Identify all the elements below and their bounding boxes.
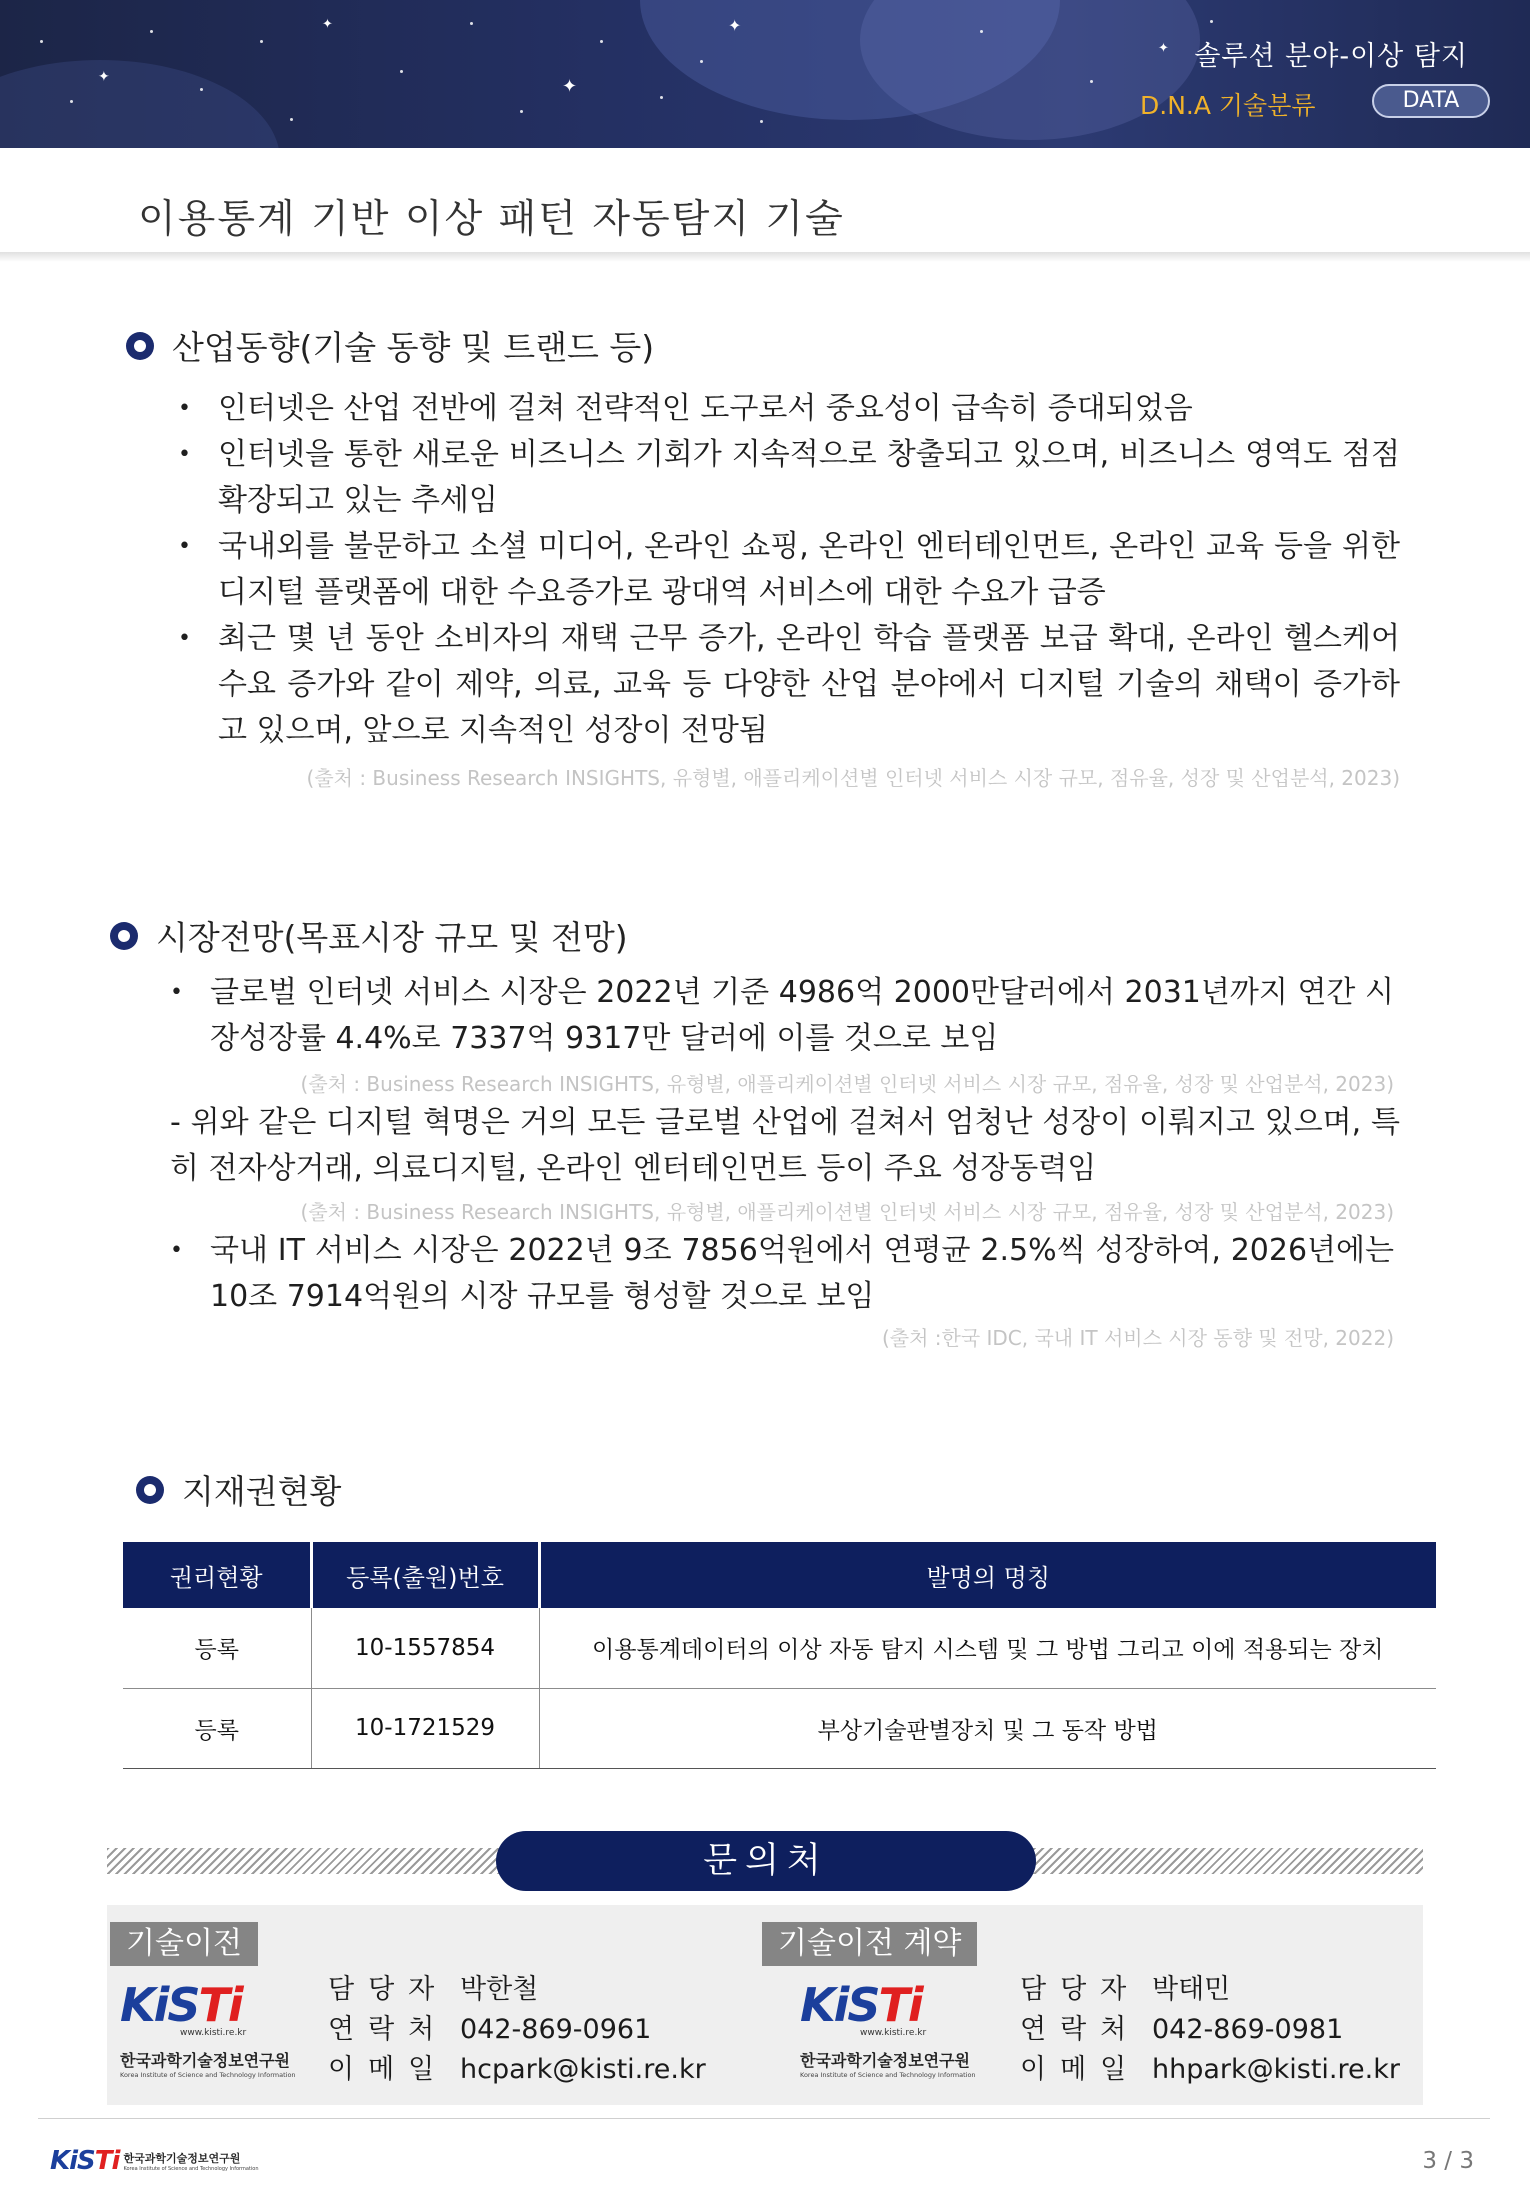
industry-trend-list	[178, 386, 1400, 754]
market-outlook-title: 시장전망(목표시장 규모 및 전망)	[156, 918, 628, 957]
source-citation: (출처 : Business Research INSIGHTS, 유형별, 애플리케이션별 인터넷 서비스 시장 규모, 점유율, 성장 및 산업분석, 2023)	[306, 766, 1400, 790]
table-cell: 10-1557854	[311, 1608, 539, 1688]
market-note: - 위와 같은 디지털 혁명은 거의 모든 글로벌 산업에 걸쳐서 엄청난 성장이 이뤄지고 있으며, 특히 전자상거래, 의료디지털, 온라인 엔터테인먼트 등이 주요 성장동력임	[170, 1105, 1400, 1186]
source-citation: (출처 : Business Research INSIGHTS, 유형별, 애플리케이션별 인터넷 서비스 시장 규모, 점유율, 성장 및 산업분석, 2023)	[300, 1200, 1394, 1224]
section-bullet-icon	[126, 332, 154, 360]
email-address[interactable]: hhpark@kisti.re.kr	[1152, 2054, 1400, 2085]
page-title: 이용통계 기반 이상 패턴 자동탐지 기술	[138, 197, 845, 242]
column-header: 등록(출원)번호	[311, 1542, 539, 1608]
hatch-divider	[1025, 1848, 1423, 1874]
manager-label: 담당자	[1020, 1974, 1141, 2005]
tech-transfer-contact	[328, 1970, 706, 2090]
tech-contract-tag: 기술이전 계약	[762, 1922, 977, 1966]
column-header: 권리현황	[123, 1542, 311, 1608]
star-icon: ✦	[322, 17, 333, 32]
email-label: 이메일	[1020, 2054, 1141, 2085]
list-item: • 글로벌 인터넷 서비스 시장은 2022년 기준 4986억 2000만달러에서 2031년까지 연간 시장성장률 4.4%로 7337억 9317만 달러에 이를 것으로 보임	[170, 970, 1394, 1062]
email-label: 이메일	[328, 2054, 449, 2085]
list-item: • 인터넷은 산업 전반에 걸쳐 전략적인 도구로서 중요성이 급속히 증대되었음	[178, 386, 1400, 432]
source-citation: (출처 :한국 IDC, 국내 IT 서비스 시장 동향 및 전망, 2022)	[881, 1326, 1394, 1350]
ip-table	[123, 1542, 1436, 1769]
star-icon: ✦	[98, 69, 110, 85]
list-item: • 국내 IT 서비스 시장은 2022년 9조 7856억원에서 연평균 2.5%씩 성장하여, 2026년에는 10조 7914억원의 시장 규모를 형성할 것으로 보임	[170, 1228, 1394, 1320]
market-outlook-heading	[110, 912, 628, 959]
list-item: • 최근 몇 년 동안 소비자의 재택 근무 증가, 온라인 학습 플랫폼 보급 확대, 온라인 헬스케어 수요 증가와 같이 제약, 의료, 교육 등 다양한 산업 분야에서 디지털 기술의 채택이 증가하고 있으며, 앞으로 지속적인 성장이 전망됨	[178, 616, 1400, 754]
kisti-logo: KiSTi www.kisti.re.kr 한국과학기술정보연구원 Korea Institute of Science and Technology Information	[800, 1978, 976, 2079]
table-cell: 등록	[123, 1688, 311, 1768]
contact-title: 문의처	[496, 1831, 1036, 1891]
title-divider	[0, 252, 1530, 262]
industry-trend-heading	[126, 322, 654, 369]
section-bullet-icon	[110, 922, 138, 950]
manager-label: 담당자	[328, 1974, 449, 2005]
industry-trend-title: 산업동향(기술 동향 및 트랜드 등)	[172, 328, 655, 367]
table-cell: 이용통계데이터의 이상 자동 탐지 시스템 및 그 방법 그리고 이에 적용되는 장치	[539, 1608, 1436, 1688]
table-row	[123, 1608, 1436, 1688]
footer-kisti-logo: KiSTi 한국과학기술정보연구원 Korea Institute of Science and Technology Information	[50, 2146, 259, 2176]
footer-divider	[38, 2118, 1490, 2119]
phone-label: 연락처	[328, 2014, 449, 2045]
header-banner	[0, 0, 1530, 148]
hatch-divider	[107, 1848, 507, 1874]
ip-status-title: 지재권현황	[182, 1472, 342, 1511]
phone-number: 042-869-0961	[460, 2014, 652, 2045]
tech-contract-contact	[1020, 1970, 1400, 2090]
column-header: 발명의 명칭	[539, 1542, 1436, 1608]
phone-label: 연락처	[1020, 2014, 1141, 2045]
market-outlook-list	[170, 970, 1394, 1062]
source-citation: (출처 : Business Research INSIGHTS, 유형별, 애플리케이션별 인터넷 서비스 시장 규모, 점유율, 성장 및 산업분석, 2023)	[300, 1072, 1394, 1096]
phone-number: 042-869-0981	[1152, 2014, 1344, 2045]
list-item: • 국내외를 불문하고 소셜 미디어, 온라인 쇼핑, 온라인 엔터테인먼트, 온라인 교육 등을 위한 디지털 플랫폼에 대한 수요증가로 광대역 서비스에 대한 수요가 급증	[178, 524, 1400, 616]
market-domestic-list	[170, 1228, 1394, 1320]
manager-name: 박한철	[460, 1974, 539, 2005]
table-cell: 등록	[123, 1608, 311, 1688]
tech-transfer-tag: 기술이전	[110, 1922, 258, 1966]
list-item: • 인터넷을 통한 새로운 비즈니스 기회가 지속적으로 창출되고 있으며, 비즈니스 영역도 점점 확장되고 있는 추세임	[178, 432, 1400, 524]
kisti-logo: KiSTi www.kisti.re.kr 한국과학기술정보연구원 Korea Institute of Science and Technology Information	[120, 1978, 296, 2079]
table-header-row	[123, 1542, 1436, 1608]
section-bullet-icon	[136, 1476, 164, 1504]
table-cell: 부상기술판별장치 및 그 동작 방법	[539, 1688, 1436, 1768]
dna-classification-label: D.N.A 기술분류	[1140, 91, 1316, 120]
solution-category: 솔루션 분야-이상 탐지	[1194, 41, 1468, 72]
star-icon: ✦	[562, 76, 578, 97]
dna-badge: DATA	[1372, 84, 1490, 118]
page-number: 3 / 3	[1422, 2148, 1474, 2174]
manager-name: 박태민	[1152, 1974, 1231, 2005]
table-row	[123, 1688, 1436, 1768]
email-address[interactable]: hcpark@kisti.re.kr	[460, 2054, 706, 2085]
star-icon: ✦	[728, 16, 742, 35]
table-cell: 10-1721529	[311, 1688, 539, 1768]
ip-status-heading	[136, 1466, 341, 1513]
star-icon: ✦	[1158, 41, 1169, 56]
